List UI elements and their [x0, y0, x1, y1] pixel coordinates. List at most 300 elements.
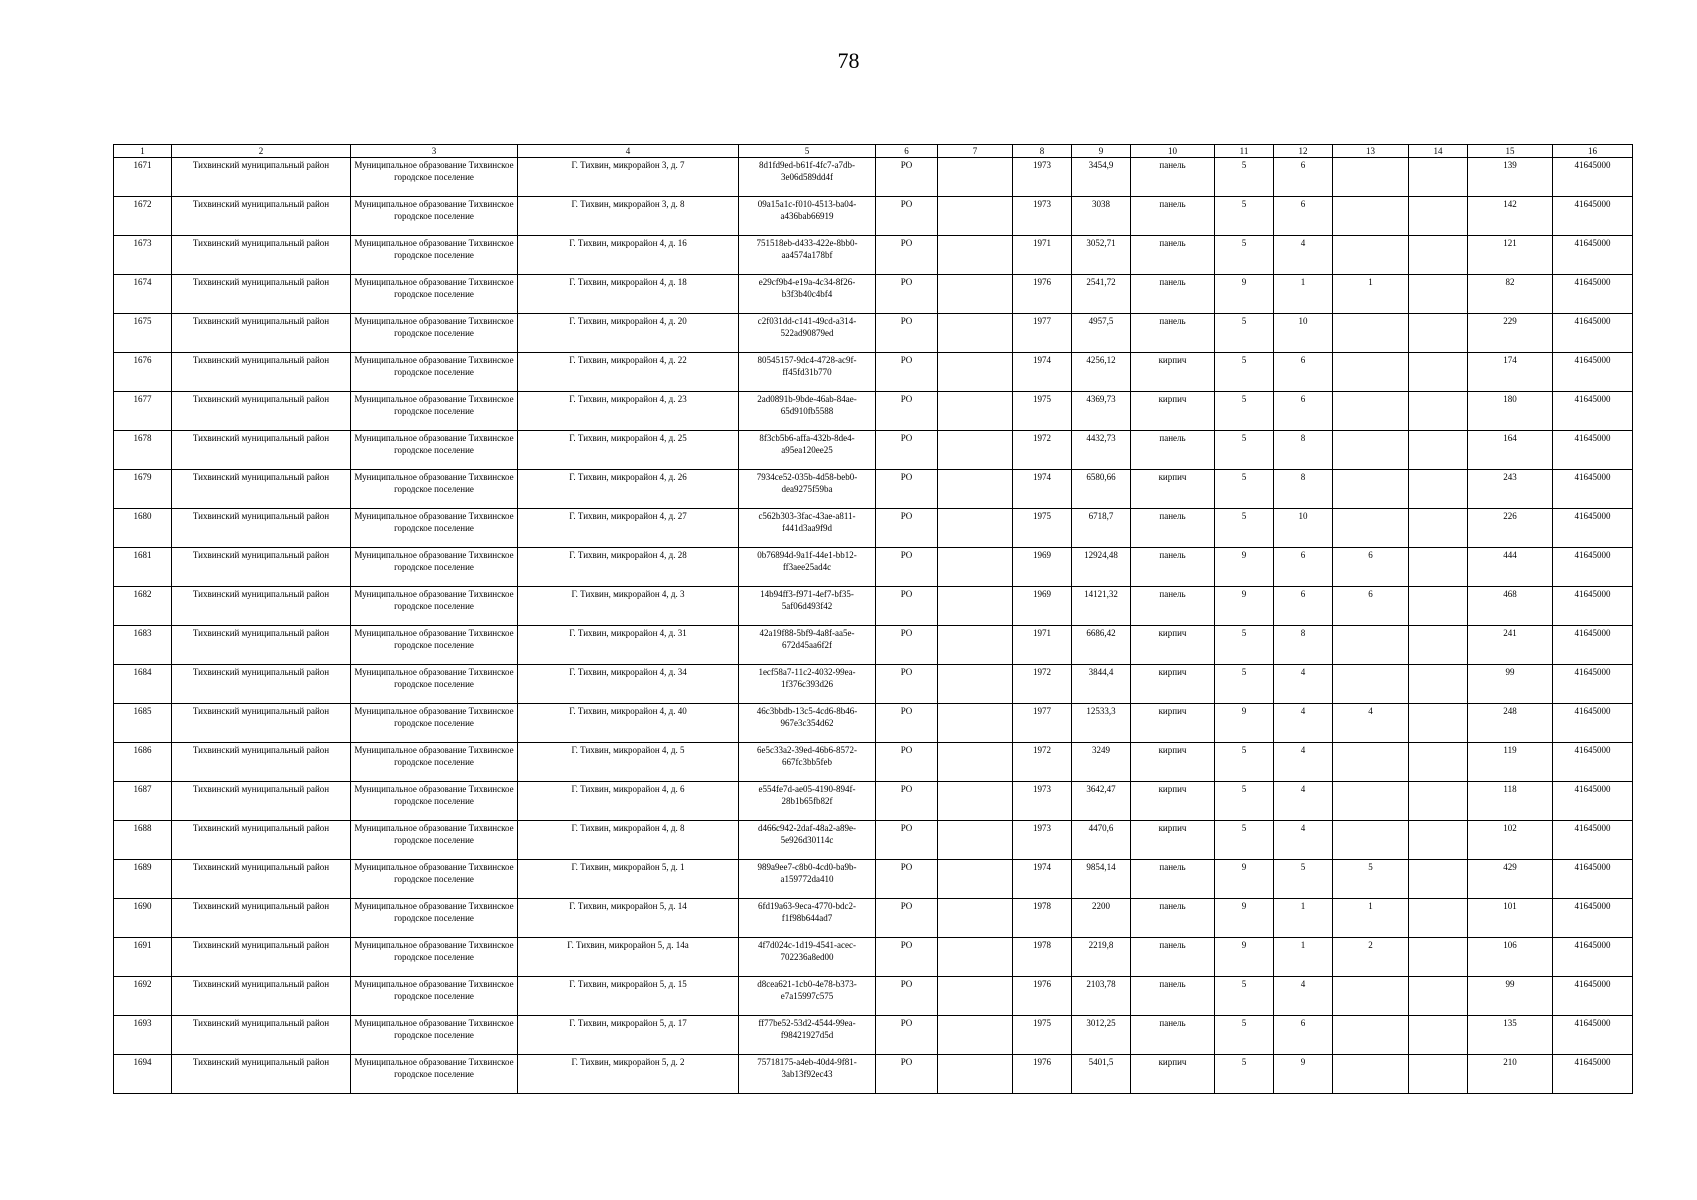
cell-empty-col-7 [938, 314, 1013, 353]
cell-program-type: РО [876, 860, 938, 899]
cell-column-13 [1333, 509, 1409, 548]
cell-house-guid: 09a15a1c-f010-4513-ba04-a436bab66919 [739, 197, 876, 236]
cell-municipality: Муниципальное образование Тихвинское городское поселение [351, 236, 518, 275]
header-row [114, 145, 1633, 158]
cell-empty-col-7 [938, 275, 1013, 314]
cell-district: Тихвинский муниципальный район [172, 782, 351, 821]
cell-residents: 82 [1468, 275, 1553, 314]
cell-empty-col-7 [938, 665, 1013, 704]
cell-column-13 [1333, 626, 1409, 665]
cell-column-13 [1333, 743, 1409, 782]
cell-floors: 9 [1215, 548, 1274, 587]
cell-residents: 99 [1468, 977, 1553, 1016]
cell-wall-material: кирпич [1131, 743, 1215, 782]
cell-empty-col-7 [938, 353, 1013, 392]
cell-municipality: Муниципальное образование Тихвинское городское поселение [351, 899, 518, 938]
cell-program-type: РО [876, 977, 938, 1016]
cell-program-type: РО [876, 353, 938, 392]
housing-registry-table [113, 144, 1633, 1094]
cell-floors: 5 [1215, 470, 1274, 509]
column-header: 14 [1409, 145, 1468, 158]
cell-build-year: 1969 [1013, 548, 1072, 587]
cell-program-type: РО [876, 470, 938, 509]
cell-program-type: РО [876, 392, 938, 431]
table-row [114, 509, 1633, 548]
cell-address: Г. Тихвин, микрорайон 4, д. 31 [518, 626, 739, 665]
cell-municipality: Муниципальное образование Тихвинское городское поселение [351, 1016, 518, 1055]
cell-wall-material: кирпич [1131, 392, 1215, 431]
table-row [114, 587, 1633, 626]
cell-municipality: Муниципальное образование Тихвинское городское поселение [351, 197, 518, 236]
table-row [114, 782, 1633, 821]
cell-column-13: 6 [1333, 587, 1409, 626]
table-row [114, 236, 1633, 275]
cell-column-14 [1409, 548, 1468, 587]
cell-total-area: 12533,3 [1072, 704, 1131, 743]
cell-residents: 135 [1468, 1016, 1553, 1055]
cell-row-number: 1672 [114, 197, 172, 236]
table-row [114, 275, 1633, 314]
cell-row-number: 1677 [114, 392, 172, 431]
cell-column-13 [1333, 665, 1409, 704]
cell-district: Тихвинский муниципальный район [172, 821, 351, 860]
cell-column-13 [1333, 353, 1409, 392]
cell-district: Тихвинский муниципальный район [172, 977, 351, 1016]
cell-empty-col-7 [938, 938, 1013, 977]
cell-municipality: Муниципальное образование Тихвинское городское поселение [351, 626, 518, 665]
cell-column-13 [1333, 197, 1409, 236]
cell-row-number: 1694 [114, 1055, 172, 1094]
table-row [114, 860, 1633, 899]
cell-oktmo-code: 41645000 [1553, 197, 1633, 236]
cell-column-13: 5 [1333, 860, 1409, 899]
cell-municipality: Муниципальное образование Тихвинское городское поселение [351, 314, 518, 353]
cell-row-number: 1673 [114, 236, 172, 275]
cell-build-year: 1974 [1013, 470, 1072, 509]
cell-district: Тихвинский муниципальный район [172, 1055, 351, 1094]
cell-empty-col-7 [938, 977, 1013, 1016]
column-header: 5 [739, 145, 876, 158]
cell-house-guid: 4f7d024c-1d19-4541-acec-702236a8ed00 [739, 938, 876, 977]
cell-wall-material: панель [1131, 548, 1215, 587]
cell-residents: 106 [1468, 938, 1553, 977]
cell-build-year: 1972 [1013, 743, 1072, 782]
table-row [114, 938, 1633, 977]
cell-residents: 243 [1468, 470, 1553, 509]
cell-wall-material: кирпич [1131, 1055, 1215, 1094]
cell-total-area: 3454,9 [1072, 158, 1131, 197]
cell-floors: 9 [1215, 860, 1274, 899]
cell-floors: 5 [1215, 821, 1274, 860]
cell-empty-col-7 [938, 431, 1013, 470]
cell-column-13 [1333, 314, 1409, 353]
cell-address: Г. Тихвин, микрорайон 4, д. 27 [518, 509, 739, 548]
cell-oktmo-code: 41645000 [1553, 587, 1633, 626]
column-header: 15 [1468, 145, 1553, 158]
cell-residents: 468 [1468, 587, 1553, 626]
cell-wall-material: панель [1131, 860, 1215, 899]
cell-wall-material: кирпич [1131, 704, 1215, 743]
cell-column-13 [1333, 392, 1409, 431]
cell-oktmo-code: 41645000 [1553, 704, 1633, 743]
cell-empty-col-7 [938, 1016, 1013, 1055]
table-row [114, 704, 1633, 743]
cell-floors: 5 [1215, 197, 1274, 236]
cell-column-14 [1409, 431, 1468, 470]
cell-row-number: 1689 [114, 860, 172, 899]
cell-residents: 241 [1468, 626, 1553, 665]
cell-floors: 5 [1215, 509, 1274, 548]
cell-column-14 [1409, 1016, 1468, 1055]
cell-address: Г. Тихвин, микрорайон 4, д. 20 [518, 314, 739, 353]
cell-total-area: 3844,4 [1072, 665, 1131, 704]
cell-empty-col-7 [938, 197, 1013, 236]
table-row [114, 548, 1633, 587]
cell-wall-material: панель [1131, 899, 1215, 938]
cell-column-13 [1333, 236, 1409, 275]
cell-address: Г. Тихвин, микрорайон 5, д. 2 [518, 1055, 739, 1094]
table-row [114, 626, 1633, 665]
cell-column-14 [1409, 704, 1468, 743]
cell-empty-col-7 [938, 860, 1013, 899]
cell-municipality: Муниципальное образование Тихвинское городское поселение [351, 782, 518, 821]
cell-total-area: 4470,6 [1072, 821, 1131, 860]
cell-municipality: Муниципальное образование Тихвинское городское поселение [351, 821, 518, 860]
cell-column-14 [1409, 821, 1468, 860]
cell-floors: 5 [1215, 431, 1274, 470]
cell-total-area: 2200 [1072, 899, 1131, 938]
cell-entrances: 9 [1274, 1055, 1333, 1094]
cell-oktmo-code: 41645000 [1553, 158, 1633, 197]
cell-empty-col-7 [938, 626, 1013, 665]
cell-district: Тихвинский муниципальный район [172, 236, 351, 275]
cell-total-area: 2103,78 [1072, 977, 1131, 1016]
table-row [114, 1055, 1633, 1094]
cell-entrances: 10 [1274, 509, 1333, 548]
cell-floors: 5 [1215, 314, 1274, 353]
column-header: 2 [172, 145, 351, 158]
cell-municipality: Муниципальное образование Тихвинское городское поселение [351, 548, 518, 587]
cell-residents: 226 [1468, 509, 1553, 548]
cell-district: Тихвинский муниципальный район [172, 665, 351, 704]
cell-residents: 101 [1468, 899, 1553, 938]
cell-empty-col-7 [938, 587, 1013, 626]
cell-program-type: РО [876, 158, 938, 197]
cell-column-14 [1409, 860, 1468, 899]
cell-municipality: Муниципальное образование Тихвинское городское поселение [351, 860, 518, 899]
cell-column-14 [1409, 158, 1468, 197]
cell-row-number: 1681 [114, 548, 172, 587]
cell-district: Тихвинский муниципальный район [172, 509, 351, 548]
cell-house-guid: 75718175-a4eb-40d4-9f81-3ab13f92ec43 [739, 1055, 876, 1094]
cell-oktmo-code: 41645000 [1553, 236, 1633, 275]
table-row [114, 197, 1633, 236]
cell-house-guid: e554fe7d-ae05-4190-894f-28b1b65fb82f [739, 782, 876, 821]
cell-oktmo-code: 41645000 [1553, 977, 1633, 1016]
cell-program-type: РО [876, 197, 938, 236]
cell-entrances: 4 [1274, 782, 1333, 821]
cell-floors: 5 [1215, 236, 1274, 275]
cell-oktmo-code: 41645000 [1553, 821, 1633, 860]
cell-row-number: 1687 [114, 782, 172, 821]
cell-district: Тихвинский муниципальный район [172, 158, 351, 197]
cell-build-year: 1975 [1013, 392, 1072, 431]
cell-wall-material: панель [1131, 938, 1215, 977]
cell-row-number: 1680 [114, 509, 172, 548]
table-row [114, 158, 1633, 197]
cell-total-area: 12924,48 [1072, 548, 1131, 587]
cell-floors: 9 [1215, 275, 1274, 314]
cell-house-guid: 6fd19a63-9eca-4770-bdc2-f1f98b644ad7 [739, 899, 876, 938]
cell-floors: 5 [1215, 392, 1274, 431]
cell-row-number: 1683 [114, 626, 172, 665]
table-row [114, 743, 1633, 782]
cell-municipality: Муниципальное образование Тихвинское городское поселение [351, 158, 518, 197]
cell-floors: 9 [1215, 938, 1274, 977]
cell-build-year: 1976 [1013, 1055, 1072, 1094]
table-row [114, 431, 1633, 470]
cell-build-year: 1976 [1013, 275, 1072, 314]
cell-column-14 [1409, 353, 1468, 392]
table-row [114, 314, 1633, 353]
cell-address: Г. Тихвин, микрорайон 3, д. 7 [518, 158, 739, 197]
cell-wall-material: кирпич [1131, 353, 1215, 392]
cell-column-14 [1409, 626, 1468, 665]
cell-column-14 [1409, 782, 1468, 821]
cell-empty-col-7 [938, 1055, 1013, 1094]
cell-column-13 [1333, 470, 1409, 509]
cell-build-year: 1972 [1013, 665, 1072, 704]
cell-program-type: РО [876, 314, 938, 353]
cell-wall-material: панель [1131, 587, 1215, 626]
cell-program-type: РО [876, 938, 938, 977]
cell-residents: 210 [1468, 1055, 1553, 1094]
cell-residents: 142 [1468, 197, 1553, 236]
cell-empty-col-7 [938, 392, 1013, 431]
cell-column-13: 2 [1333, 938, 1409, 977]
cell-total-area: 6580,66 [1072, 470, 1131, 509]
cell-oktmo-code: 41645000 [1553, 1016, 1633, 1055]
cell-wall-material: панель [1131, 977, 1215, 1016]
cell-program-type: РО [876, 236, 938, 275]
cell-municipality: Муниципальное образование Тихвинское городское поселение [351, 1055, 518, 1094]
column-header: 9 [1072, 145, 1131, 158]
cell-wall-material: панель [1131, 158, 1215, 197]
cell-house-guid: 1ecf58a7-11c2-4032-99ea-1f376c393d26 [739, 665, 876, 704]
cell-total-area: 3249 [1072, 743, 1131, 782]
cell-municipality: Муниципальное образование Тихвинское городское поселение [351, 704, 518, 743]
cell-floors: 5 [1215, 1055, 1274, 1094]
cell-wall-material: панель [1131, 509, 1215, 548]
cell-build-year: 1971 [1013, 236, 1072, 275]
cell-oktmo-code: 41645000 [1553, 938, 1633, 977]
cell-entrances: 6 [1274, 197, 1333, 236]
cell-program-type: РО [876, 626, 938, 665]
cell-address: Г. Тихвин, микрорайон 5, д. 14а [518, 938, 739, 977]
column-header: 8 [1013, 145, 1072, 158]
cell-house-guid: d466c942-2daf-48a2-a89e-5e926d30114c [739, 821, 876, 860]
cell-column-13: 1 [1333, 275, 1409, 314]
cell-program-type: РО [876, 587, 938, 626]
cell-district: Тихвинский муниципальный район [172, 197, 351, 236]
cell-oktmo-code: 41645000 [1553, 899, 1633, 938]
cell-oktmo-code: 41645000 [1553, 431, 1633, 470]
cell-column-14 [1409, 470, 1468, 509]
cell-row-number: 1679 [114, 470, 172, 509]
cell-program-type: РО [876, 431, 938, 470]
cell-house-guid: 7934ce52-035b-4d58-beb0-dea9275f59ba [739, 470, 876, 509]
cell-empty-col-7 [938, 704, 1013, 743]
cell-column-14 [1409, 743, 1468, 782]
cell-entrances: 1 [1274, 275, 1333, 314]
cell-total-area: 14121,32 [1072, 587, 1131, 626]
cell-municipality: Муниципальное образование Тихвинское городское поселение [351, 353, 518, 392]
cell-program-type: РО [876, 548, 938, 587]
cell-build-year: 1973 [1013, 782, 1072, 821]
cell-entrances: 6 [1274, 392, 1333, 431]
cell-column-14 [1409, 509, 1468, 548]
cell-column-14 [1409, 275, 1468, 314]
cell-house-guid: 80545157-9dc4-4728-ac9f-ff45fd31b770 [739, 353, 876, 392]
cell-address: Г. Тихвин, микрорайон 4, д. 6 [518, 782, 739, 821]
cell-floors: 5 [1215, 353, 1274, 392]
cell-program-type: РО [876, 275, 938, 314]
cell-house-guid: 46c3bbdb-13c5-4cd6-8b46-967e3c354d62 [739, 704, 876, 743]
cell-floors: 5 [1215, 977, 1274, 1016]
cell-entrances: 6 [1274, 158, 1333, 197]
cell-municipality: Муниципальное образование Тихвинское городское поселение [351, 431, 518, 470]
cell-residents: 164 [1468, 431, 1553, 470]
cell-program-type: РО [876, 665, 938, 704]
cell-house-guid: ff77be52-53d2-4544-99ea-f98421927d5d [739, 1016, 876, 1055]
column-header: 12 [1274, 145, 1333, 158]
cell-column-14 [1409, 197, 1468, 236]
cell-wall-material: панель [1131, 1016, 1215, 1055]
cell-district: Тихвинский муниципальный район [172, 314, 351, 353]
cell-row-number: 1675 [114, 314, 172, 353]
table-row [114, 470, 1633, 509]
table-row [114, 977, 1633, 1016]
cell-column-13 [1333, 821, 1409, 860]
cell-build-year: 1973 [1013, 821, 1072, 860]
cell-residents: 139 [1468, 158, 1553, 197]
cell-house-guid: 42a19f88-5bf9-4a8f-aa5e-672d45aa6f2f [739, 626, 876, 665]
cell-oktmo-code: 41645000 [1553, 626, 1633, 665]
cell-column-14 [1409, 1055, 1468, 1094]
cell-oktmo-code: 41645000 [1553, 470, 1633, 509]
cell-house-guid: c2f031dd-c141-49cd-a314-522ad90879ed [739, 314, 876, 353]
cell-address: Г. Тихвин, микрорайон 4, д. 28 [518, 548, 739, 587]
cell-floors: 5 [1215, 782, 1274, 821]
cell-residents: 99 [1468, 665, 1553, 704]
cell-district: Тихвинский муниципальный район [172, 704, 351, 743]
cell-floors: 5 [1215, 158, 1274, 197]
cell-address: Г. Тихвин, микрорайон 5, д. 15 [518, 977, 739, 1016]
cell-build-year: 1978 [1013, 938, 1072, 977]
cell-column-14 [1409, 392, 1468, 431]
cell-build-year: 1972 [1013, 431, 1072, 470]
cell-column-13 [1333, 158, 1409, 197]
cell-address: Г. Тихвин, микрорайон 4, д. 25 [518, 431, 739, 470]
cell-row-number: 1690 [114, 899, 172, 938]
cell-entrances: 4 [1274, 821, 1333, 860]
cell-district: Тихвинский муниципальный район [172, 899, 351, 938]
table-row [114, 899, 1633, 938]
cell-floors: 9 [1215, 587, 1274, 626]
cell-district: Тихвинский муниципальный район [172, 353, 351, 392]
cell-house-guid: 0b76894d-9a1f-44e1-bb12-ff3aee25ad4c [739, 548, 876, 587]
cell-residents: 180 [1468, 392, 1553, 431]
cell-municipality: Муниципальное образование Тихвинское городское поселение [351, 977, 518, 1016]
cell-entrances: 1 [1274, 938, 1333, 977]
page-number: 78 [837, 48, 860, 73]
cell-residents: 119 [1468, 743, 1553, 782]
cell-oktmo-code: 41645000 [1553, 275, 1633, 314]
cell-column-13 [1333, 782, 1409, 821]
cell-floors: 5 [1215, 665, 1274, 704]
cell-column-14 [1409, 665, 1468, 704]
cell-residents: 444 [1468, 548, 1553, 587]
cell-municipality: Муниципальное образование Тихвинское городское поселение [351, 587, 518, 626]
column-header: 6 [876, 145, 938, 158]
cell-row-number: 1674 [114, 275, 172, 314]
cell-program-type: РО [876, 509, 938, 548]
cell-total-area: 4957,5 [1072, 314, 1131, 353]
cell-oktmo-code: 41645000 [1553, 353, 1633, 392]
cell-house-guid: c562b303-3fac-43ae-a811-f441d3aa9f9d [739, 509, 876, 548]
cell-residents: 118 [1468, 782, 1553, 821]
cell-total-area: 5401,5 [1072, 1055, 1131, 1094]
cell-house-guid: 751518eb-d433-422e-8bb0-aa4574a178bf [739, 236, 876, 275]
cell-oktmo-code: 41645000 [1553, 548, 1633, 587]
cell-total-area: 4432,73 [1072, 431, 1131, 470]
cell-residents: 102 [1468, 821, 1553, 860]
cell-wall-material: кирпич [1131, 626, 1215, 665]
cell-floors: 5 [1215, 626, 1274, 665]
cell-entrances: 8 [1274, 626, 1333, 665]
cell-program-type: РО [876, 782, 938, 821]
cell-floors: 5 [1215, 743, 1274, 782]
cell-municipality: Муниципальное образование Тихвинское городское поселение [351, 392, 518, 431]
cell-municipality: Муниципальное образование Тихвинское городское поселение [351, 665, 518, 704]
table-row [114, 665, 1633, 704]
cell-district: Тихвинский муниципальный район [172, 548, 351, 587]
cell-municipality: Муниципальное образование Тихвинское городское поселение [351, 275, 518, 314]
cell-wall-material: кирпич [1131, 782, 1215, 821]
cell-program-type: РО [876, 743, 938, 782]
cell-entrances: 4 [1274, 236, 1333, 275]
cell-house-guid: 989a9ee7-c8b0-4cd0-ba9b-a159772da410 [739, 860, 876, 899]
cell-row-number: 1693 [114, 1016, 172, 1055]
cell-district: Тихвинский муниципальный район [172, 470, 351, 509]
cell-column-13 [1333, 431, 1409, 470]
cell-residents: 429 [1468, 860, 1553, 899]
cell-column-13 [1333, 1016, 1409, 1055]
table-row [114, 392, 1633, 431]
cell-total-area: 9854,14 [1072, 860, 1131, 899]
cell-column-14 [1409, 314, 1468, 353]
cell-total-area: 6718,7 [1072, 509, 1131, 548]
cell-floors: 9 [1215, 899, 1274, 938]
cell-program-type: РО [876, 704, 938, 743]
cell-total-area: 3012,25 [1072, 1016, 1131, 1055]
cell-empty-col-7 [938, 821, 1013, 860]
cell-build-year: 1975 [1013, 509, 1072, 548]
cell-empty-col-7 [938, 470, 1013, 509]
cell-oktmo-code: 41645000 [1553, 314, 1633, 353]
cell-row-number: 1676 [114, 353, 172, 392]
cell-build-year: 1973 [1013, 158, 1072, 197]
